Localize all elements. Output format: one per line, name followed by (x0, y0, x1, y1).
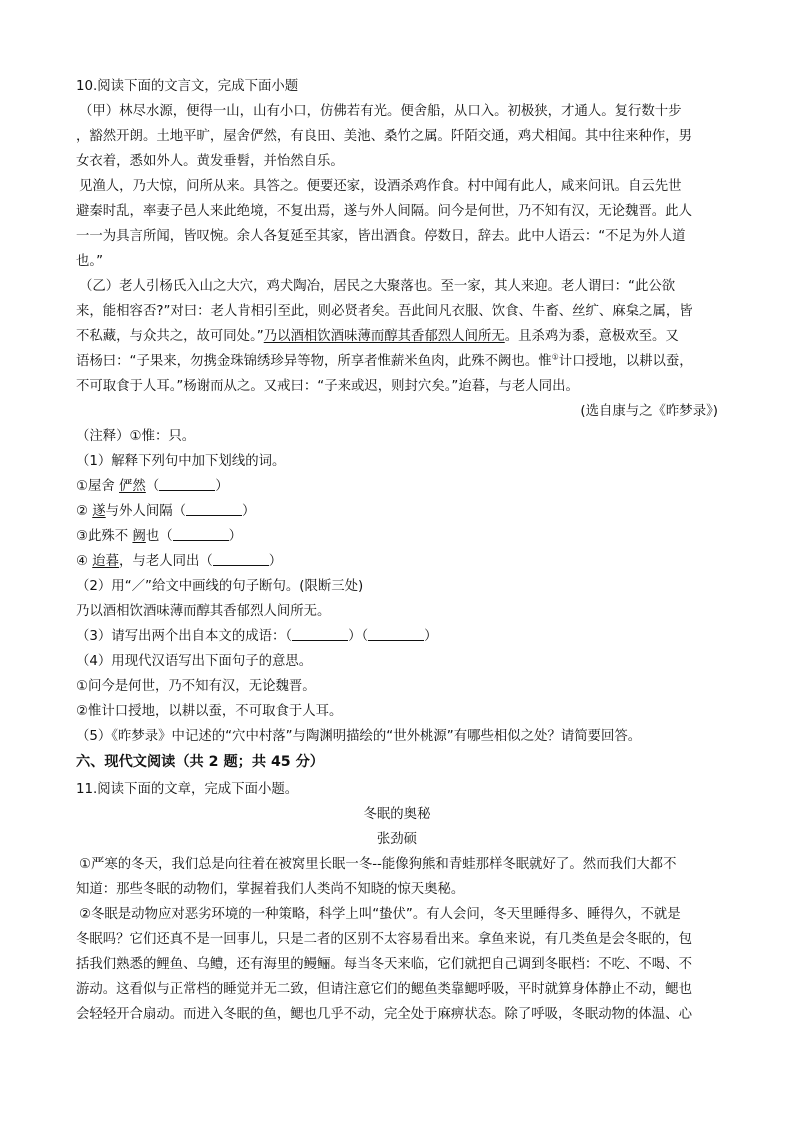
jia-line-7: 也。” (76, 254, 104, 269)
jia-line-6: 一一为具言所闻，皆叹惋。余人各复延至其家，皆出酒食。停数日，辞去。此中人语云：“不足为外人道 (76, 229, 686, 244)
yi-line-3: 不私藏，与众共之，故可同处。”乃以酒相饮酒味薄而醇其香郁烈人间所无。且杀鸡为黍，意极欢至。又 (76, 329, 679, 344)
jia-line-1: （甲）林尽水源，便得一山，山有小口，仿佛若有光。便舍船，从口入。初极狭，才通人。复行数十步 (79, 104, 682, 119)
note-marker: ① (551, 352, 559, 362)
yi-line-5: 不可取食于人耳。”杨谢而从之。又戒曰：“子来或迟，则封穴矣。”迨暮，与老人同出。 (76, 379, 579, 394)
article-title: 冬眠的奥秘 (363, 807, 431, 822)
para2-line-5: 会轻轻开合扇动。而进入冬眠的鱼，鳃也几乎不动，完全处于麻痹状态。除了呼吸，冬眠动物的体温、心 (76, 1007, 692, 1022)
jia-line-3: 女衣着，悉如外人。黄发垂髫，并怡然自乐。 (76, 154, 344, 169)
sub2-prompt: （2）用“／”给文中画线的句子断句。(限断三处) (76, 579, 364, 594)
answer-blank[interactable] (292, 626, 348, 641)
sub1-prompt: （1）解释下列句中加下划线的词。 (76, 454, 286, 469)
q11-heading: 11.阅读下面的文章，完成下面小题。 (76, 782, 299, 797)
answer-blank[interactable] (173, 526, 229, 541)
para2-line-3: 括我们熟悉的鲤鱼、乌鳢，还有海里的鳗鲡。每当冬天来临，它们就把自己调到冬眠档：不吃、不喝、不 (76, 957, 692, 972)
yi-line-2: 来，能相容否?”对曰：老人肯相引至此，则必贤者矣。吾此间凡衣服、饮食、牛畜、丝纩、麻枲之属，皆 (76, 304, 693, 319)
sub5-prompt: （5）《昨梦录》中记述的“穴中村落”与陶渊明描绘的“世外桃源”有哪些相似之处？请简要回答。 (76, 729, 642, 744)
para2-line-4: 游动。这看似与正常档的睡觉并无二致，但请注意它们的鳃鱼类靠鳃呼吸，平时就算身体静止不动，鳃也 (76, 982, 692, 997)
jia-line-5: 避秦时乱，率妻子邑人来此绝境，不复出焉，遂与外人间隔。问今是何世，乃不知有汉，无论魏晋。此人 (76, 204, 692, 219)
para1-line-1: ①严寒的冬天，我们总是向往着在被窝里长眠一冬--能像狗熊和青蛙那样冬眠就好了。然而我们大都不 (79, 857, 677, 872)
jia-line-4: 见渔人，乃大惊，问所从来。具答之。便要还家，设酒杀鸡作食。村中闻有此人，咸来问讯。自云先世 (79, 179, 682, 194)
annotation-note: （注释）①惟：只。 (76, 429, 196, 444)
jia-line-2: ，豁然开朗。土地平旷，屋舍俨然，有良田、美池、桑竹之属。阡陌交通，鸡犬相闻。其中往来种作，男 (76, 129, 692, 144)
sub2-sentence: 乃以酒相饮酒味薄而醇其香郁烈人间所无。 (76, 604, 331, 619)
answer-blank[interactable] (186, 501, 242, 516)
answer-blank[interactable] (159, 476, 215, 491)
sub3-prompt: （3）请写出两个出自本文的成语：（ ）（ ） (76, 624, 718, 649)
sub1-item-1: ①屋舍 俨然（ ） (76, 474, 718, 499)
sub4-sentence-b: ②惟计口授地，以耕以蚕，不可取食于人耳。 (76, 704, 343, 719)
q10-heading: 10.阅读下面的文言文，完成下面小题 (76, 79, 299, 94)
para2-line-1: ②冬眠是动物应对恶劣环境的一种策略，科学上叫“蛰伏”。有人会问，冬天里睡得多、睡得久，不就是 (79, 907, 681, 922)
answer-blank[interactable] (368, 626, 424, 641)
article-author: 张劲硕 (376, 832, 418, 847)
answer-blank[interactable] (213, 551, 269, 566)
section-heading: 六、现代文阅读（共 2 题；共 45 分） (76, 754, 324, 770)
sub4-sentence-a: ①问今是何世，乃不知有汉，无论魏晋。 (76, 679, 316, 694)
sub1-item-2: ② 遂与外人间隔（ ） (76, 499, 718, 524)
source-citation: (选自康与之《昨梦录》) (580, 404, 718, 419)
sub1-item-4: ④ 迨暮，与老人同出（ ） (76, 549, 718, 574)
sub1-item-3: ③此殊不 阙也（ ） (76, 524, 718, 549)
yi-line-4: 语杨曰：“子果来，勿携金珠锦绣珍异等物，所享者惟薪米鱼肉，此殊不阙也。惟①计口授地，以耕以蚕， (76, 352, 693, 369)
para2-line-2: 冬眠吗？它们还真不是一回事儿，只是二者的区别不太容易看出来。拿鱼来说，有几类鱼是会冬眠的，包 (76, 932, 692, 947)
para1-line-2: 知道：那些冬眠的动物们，掌握着我们人类尚不知晓的惊天奥秘。 (76, 882, 465, 897)
underlined-sentence: 乃以酒相饮酒味薄而醇其香郁烈人间所无 (263, 329, 505, 344)
yi-line-1: （乙）老人引杨氏入山之大穴，鸡犬陶冶，居民之大聚落也。至一家，其人来迎。老人谓曰：“此公欲 (79, 279, 676, 294)
sub4-prompt: （4）用现代汉语写出下面句子的意思。 (76, 654, 313, 669)
